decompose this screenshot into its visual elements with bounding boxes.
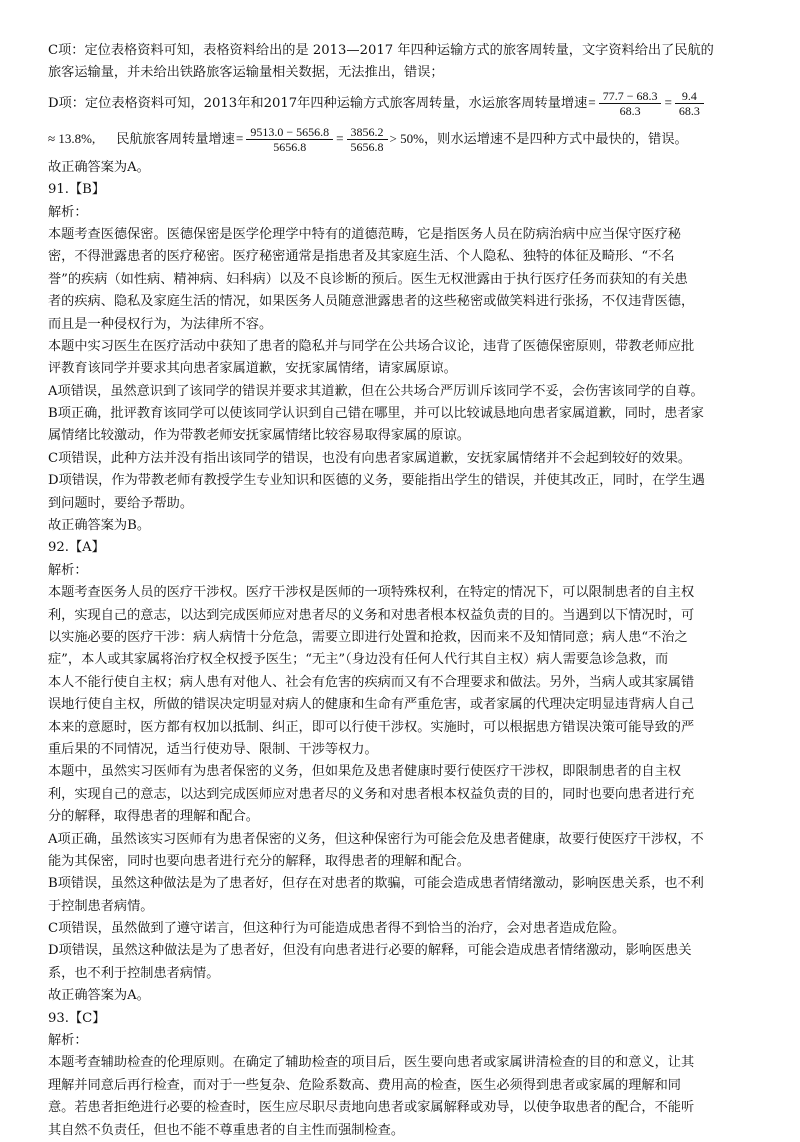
q92-line: 以实施必要的医疗干涉：病人病情十分危急，需要立即进行处置和抢救，因而来不及知情同意；病人患“不治之 bbox=[48, 629, 688, 645]
q92-line: C项错误，虽然做到了遵守诺言，但这种行为可能造成患者得不到恰当的治疗，会对患者造成危险。 bbox=[48, 921, 626, 937]
fraction-water-growth bbox=[599, 89, 662, 118]
c-option-line-2: 旅客运输量，并未给出铁路旅客运输量相关数据，无法推出，错误； bbox=[48, 65, 444, 81]
q92-line: D项错误，虽然这种做法是为了患者好，但没有向患者进行必要的解释，可能会造成患者情绪激动，影响医患关 bbox=[48, 943, 692, 959]
q93-line: 本题考查辅助检查的伦理原则。在确定了辅助检查的项目后，医生要向患者或家属讲清检查的目的和意义，让其 bbox=[48, 1055, 695, 1071]
approx-value: ≈ 13.8%, bbox=[48, 130, 96, 146]
equals-sign: = bbox=[235, 130, 244, 146]
q92-line: 能为其保密，同时也要向患者进行充分的解释，取得患者的理解和配合。 bbox=[48, 853, 470, 869]
q92-line: 本题考查医务人员的医疗干涉权。医疗干涉权是医师的一项特殊权利，在特定的情况下，可以限制患者的自主权 bbox=[48, 585, 695, 601]
fraction-numerator: 9.4 bbox=[675, 89, 704, 104]
q92-line: 本来的意愿时，医方都有权加以抵制、纠正，即可以行使干涉权。实施时，可以根据患方错误决策可能导致的严 bbox=[48, 719, 695, 735]
fraction-water-simplified bbox=[675, 89, 704, 118]
d-option-prefix: D项：定位表格资料可知，2013年和2017年四种运输方式旅客周转量，水运旅客周转量增速 bbox=[48, 95, 588, 111]
fraction-numerator: 3856.2 bbox=[347, 125, 388, 140]
fraction-denominator: 68.3 bbox=[678, 103, 700, 118]
q93-line: 意。若患者拒绝进行必要的检查时，医生应尽职尽责地向患者或家属解释或劝导，以使争取患者的配合，不能听 bbox=[48, 1100, 695, 1116]
q91-line: 誉”的疾病（如性病、精神病、妇科病）以及不良诊断的预后。医生无权泄露由于执行医疗任务而获知的有关患 bbox=[48, 271, 688, 287]
d-option-line-1 bbox=[48, 85, 766, 121]
q92-line: 利，实现自己的意志，以达到完成医师应对患者尽的义务和对患者根本权益负责的目的。当遇到以下情况时，可 bbox=[48, 607, 695, 623]
q92-line: 于控制患者病情。 bbox=[48, 898, 154, 914]
fraction-denominator: 5656.8 bbox=[350, 139, 384, 154]
fraction-air-growth bbox=[246, 125, 333, 154]
q91-line: 到问题时，要给予帮助。 bbox=[48, 495, 194, 511]
q91-line: 属情绪比较激动，作为带教老师安抚家属情绪比较容易取得家属的原谅。 bbox=[48, 428, 470, 444]
q93-heading: 93.【C】 bbox=[48, 1010, 106, 1026]
fraction-denominator: 5656.8 bbox=[273, 139, 307, 154]
q91-line: C项错误，此种方法并没有指出该同学的错误，也没有向患者家属道歉，安抚家属情绪并不会起到较好的效果。 bbox=[48, 450, 692, 466]
fraction-air-simplified bbox=[347, 125, 388, 154]
equals-sign: = bbox=[664, 94, 672, 110]
q92-line: 重后果的不同情况，适当行使劝导、限制、干涉等权力。 bbox=[48, 741, 378, 757]
equals-sign: = bbox=[336, 130, 344, 146]
q91-line: A项错误，虽然意识到了该同学的错误并要求其道歉，但在公共场合严厉训斥该同学不妥，会伤害该同学的自尊。 bbox=[48, 383, 704, 399]
q92-line: B项错误，虽然这种做法是为了患者好，但存在对患者的欺骗，可能会造成患者情绪激动，影响医患关系，也不利 bbox=[48, 876, 704, 892]
q91-line: 本题中实习医生在医疗活动中获知了患者的隐私并与同学在公共场合议论，违背了医德保密原则，带教老师应批 bbox=[48, 338, 695, 354]
q91-line: 密，不得泄露患者的医疗秘密。医疗秘密通常是指患者及其家庭生活、个人隐私、独特的体征及畸形、“不名 bbox=[48, 249, 675, 265]
q92-line: A项正确，虽然该实习医师有为患者保密的义务，但这种保密行为可能会危及患者健康，故要行使医疗干涉权，不 bbox=[48, 831, 704, 847]
q92-heading: 92.【A】 bbox=[48, 540, 105, 556]
d-option-suffix: ，则水运增速不是四种方式中最快的，错误。 bbox=[423, 131, 688, 147]
q91-line: 评教育该同学并要求其向患者家属道歉，安抚家属情绪，请家属原谅。 bbox=[48, 361, 457, 377]
q91-line: 而且是一种侵权行为，为法律所不容。 bbox=[48, 316, 273, 332]
q91-explanation bbox=[48, 224, 766, 537]
q91-line: D项错误，作为带教老师有教授学生专业知识和医德的义务，要能指出学生的错误，并使其改正，同时，在学生遇 bbox=[48, 473, 705, 489]
q92-line: 误地行使自主权，所做的错误决定明显对病人的健康和生命有严重危害，或者家属的代理决定明显违背病人自己 bbox=[48, 697, 695, 713]
q92-line: 本题中，虽然实习医师有为患者保密的义务，但如果危及患者健康时要行使医疗干涉权，即限制患者的自主权 bbox=[48, 764, 681, 780]
d-option-line-2 bbox=[48, 121, 766, 157]
c-option-line-1: C项：定位表格资料可知，表格资料给出的是 2013—2017 年四种运输方式的旅客周转量，文字资料给出了民航的 bbox=[48, 43, 714, 58]
q92-line: 分的解释，取得患者的理解和配合。 bbox=[48, 809, 259, 825]
q92-explanation bbox=[48, 582, 766, 1007]
q92-line: 症”，本人或其家属将治疗权全权授予医生；“无主”（身边没有任何人代行其自主权）病人需要急诊急救，而 bbox=[48, 652, 669, 668]
fraction-numerator: 77.7 − 68.3 bbox=[599, 89, 662, 104]
q92-jiexi-label: 解析： bbox=[48, 562, 88, 578]
q93-line: 理解并同意后再行检查，而对于一些复杂、危险系数高、费用高的检查，医生必须得到患者或家属的理解和同 bbox=[48, 1077, 681, 1093]
equals-sign: = bbox=[588, 94, 596, 110]
q91-line: B项正确，批评教育该同学可以使该同学认识到自己错在哪里，并可以比较诚恳地向患者家属道歉，同时，患者家 bbox=[48, 406, 704, 422]
q91-heading: 91.【B】 bbox=[48, 182, 106, 198]
q91-jiexi-label: 解析： bbox=[48, 204, 88, 220]
q93-jiexi-label: 解析： bbox=[48, 1033, 88, 1049]
d-option-mid: 民航旅客周转量增速 bbox=[116, 131, 235, 147]
q91-line: 者的疾病、隐私及家庭生活的情况，如果医务人员随意泄露患者的这些秘密或做笑料进行张扬，不仅违背医德， bbox=[48, 294, 695, 310]
fraction-denominator: 68.3 bbox=[619, 103, 641, 118]
q92-answer: 故正确答案为A。 bbox=[48, 988, 150, 1004]
q93-line: 其自然不负责任，但也不能不尊重患者的自主性而强制检查。 bbox=[48, 1122, 405, 1138]
q91-answer: 故正确答案为B。 bbox=[48, 518, 151, 534]
q93-explanation bbox=[48, 1052, 766, 1142]
q92-line: 利，实现自己的意志，以达到完成医师应对患者尽的义务和对患者根本权益负责的目的，同时也要向患者进行充 bbox=[48, 786, 695, 802]
fraction-numerator: 9513.0 − 5656.8 bbox=[246, 125, 333, 140]
q91-line: 本题考查医德保密。医德保密是医学伦理学中特有的道德范畴，它是指医务人员在防病治病中应当保守医疗秘 bbox=[48, 226, 681, 242]
greater-than-value: > 50% bbox=[389, 130, 424, 146]
q92-line: 系，也不利于控制患者病情。 bbox=[48, 965, 220, 981]
answer-90: 故正确答案为A。 bbox=[48, 159, 150, 175]
q92-line: 本人不能行使自主权；病人患有对他人、社会有危害的疾病而又有不合理要求和做法。另外，当病人或其家属错 bbox=[48, 674, 695, 690]
